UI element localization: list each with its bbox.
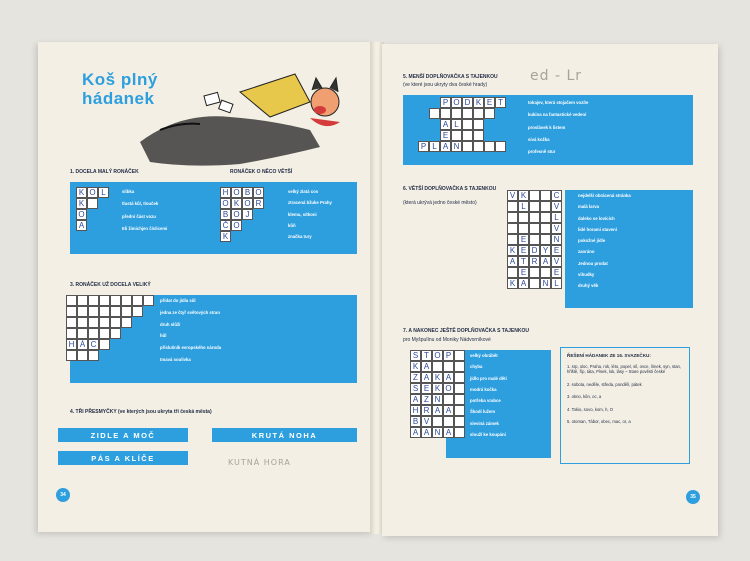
crossword-cell[interactable]: A xyxy=(443,405,454,416)
crossword-grid-1a xyxy=(76,187,109,231)
crossword-grid-1b xyxy=(220,187,264,242)
crossword-cell[interactable]: A xyxy=(518,278,529,289)
crossword-cell[interactable] xyxy=(443,416,454,427)
crossword-cell[interactable]: A xyxy=(421,372,432,383)
section-4-heading: 4. TŘI PŘESMYČKY (ve kterých jsou ukryta tři česká města) xyxy=(70,409,212,415)
section-5-subheading: (ve které jsou ukryty dva české hrady) xyxy=(403,82,488,88)
crossword-cell[interactable]: L xyxy=(551,278,562,289)
crossword-cell[interactable]: A xyxy=(443,427,454,438)
crossword-cell[interactable]: P xyxy=(418,141,429,152)
crossword-cell[interactable]: L xyxy=(551,212,562,223)
crossword-cell[interactable]: V xyxy=(551,223,562,234)
crossword-cell[interactable] xyxy=(484,108,495,119)
crossword-cell[interactable] xyxy=(88,295,99,306)
crossword-cell[interactable] xyxy=(462,119,473,130)
crossword-cell[interactable] xyxy=(518,223,529,234)
crossword-cell[interactable] xyxy=(88,350,99,361)
crossword-cell[interactable] xyxy=(88,317,99,328)
crossword-cell[interactable] xyxy=(432,416,443,427)
crossword-cell[interactable] xyxy=(77,317,88,328)
crossword-cell[interactable]: O xyxy=(220,198,231,209)
crossword-cell[interactable]: K xyxy=(220,231,231,242)
solution-item: 1. srp, oloc, Praha, rok, léto, popel, síl, ovce, límek, syn, stan, hřiště, říp, táta, Písek, lok, lásy – Stare pověsti české xyxy=(567,364,682,375)
crossword-cell[interactable] xyxy=(87,198,98,209)
crossword-cell[interactable]: Č xyxy=(220,220,231,231)
crossword-cell[interactable] xyxy=(66,295,77,306)
crossword-cell[interactable]: A xyxy=(410,427,421,438)
crossword-cell[interactable]: B xyxy=(242,187,253,198)
section-1-heading: 1. DOCELA MALÝ RONÁČEK xyxy=(70,169,139,175)
clue: přední část vozu xyxy=(122,213,156,219)
clue: malá larva xyxy=(578,204,600,210)
clue: sivá kožka xyxy=(528,136,550,142)
clue: slouží ke koupání xyxy=(470,432,506,438)
crossword-cell[interactable] xyxy=(454,416,465,427)
crossword-cell[interactable]: K xyxy=(432,383,443,394)
solution-item: 5. otoman, Tábor, obec, mac, or, a xyxy=(567,419,631,425)
crossword-cell[interactable] xyxy=(99,306,110,317)
crossword-cell[interactable]: A xyxy=(440,141,451,152)
crossword-cell[interactable]: A xyxy=(440,119,451,130)
page-number-right: 35 xyxy=(686,490,700,504)
clue: potřeba vrabce xyxy=(470,398,501,404)
clue: kůň xyxy=(288,222,296,228)
crossword-cell[interactable]: D xyxy=(529,245,540,256)
crossword-cell[interactable] xyxy=(77,328,88,339)
crossword-cell[interactable]: T xyxy=(495,97,506,108)
crossword-cell[interactable]: Á xyxy=(77,339,88,350)
crossword-cell[interactable]: E xyxy=(484,97,495,108)
clue: jedna ze čtyř světových stran xyxy=(160,309,220,315)
crossword-cell[interactable]: V xyxy=(507,190,518,201)
crossword-grid-3 xyxy=(66,295,154,361)
section-1b-clues xyxy=(288,190,332,239)
crossword-cell[interactable]: O xyxy=(242,198,253,209)
crossword-cell[interactable]: O xyxy=(443,383,454,394)
crossword-cell[interactable]: A xyxy=(421,427,432,438)
section-7-heading: 7. A NAKONEC JEŠTĚ DOPLŇOVAČKA S TAJENKOU xyxy=(403,328,529,334)
crossword-cell[interactable] xyxy=(540,212,551,223)
crossword-cell[interactable]: S xyxy=(410,350,421,361)
crossword-cell[interactable] xyxy=(540,201,551,212)
crossword-cell[interactable] xyxy=(529,201,540,212)
crossword-cell[interactable]: N xyxy=(451,141,462,152)
crossword-cell[interactable] xyxy=(110,317,121,328)
crossword-cell[interactable] xyxy=(507,267,518,278)
anagram-3: PÁS A KLÍČE xyxy=(58,451,188,465)
crossword-cell[interactable]: B xyxy=(410,416,421,427)
crossword-cell[interactable]: E xyxy=(551,245,562,256)
page-number-left: 34 xyxy=(56,488,70,502)
crossword-cell[interactable]: P xyxy=(440,97,451,108)
crossword-cell[interactable] xyxy=(473,141,484,152)
crossword-cell[interactable] xyxy=(454,350,465,361)
crossword-cell[interactable]: T xyxy=(421,350,432,361)
crossword-cell[interactable] xyxy=(110,328,121,339)
crossword-cell[interactable]: O xyxy=(87,187,98,198)
crossword-cell[interactable]: K xyxy=(76,187,87,198)
crossword-cell[interactable] xyxy=(66,306,77,317)
crossword-cell[interactable] xyxy=(529,212,540,223)
crossword-cell[interactable]: K xyxy=(432,372,443,383)
crossword-cell[interactable]: L xyxy=(429,141,440,152)
crossword-cell[interactable] xyxy=(540,190,551,201)
crossword-cell[interactable]: H xyxy=(66,339,77,350)
crossword-cell[interactable] xyxy=(473,130,484,141)
crossword-cell[interactable] xyxy=(143,295,154,306)
crossword-cell[interactable]: A xyxy=(540,256,551,267)
crossword-cell[interactable]: R xyxy=(253,198,264,209)
crossword-cell[interactable]: O xyxy=(253,187,264,198)
crossword-cell[interactable] xyxy=(454,405,465,416)
clue: modrá kočka xyxy=(470,386,497,392)
crossword-cell[interactable]: R xyxy=(421,405,432,416)
anagram-2: KRUTÁ NOHA xyxy=(212,428,357,442)
clue: zaoráno xyxy=(578,249,595,255)
crossword-cell[interactable] xyxy=(529,267,540,278)
clue: Eli žimichjen číslicemi xyxy=(122,225,168,231)
solution-item: 2. sobota, neděle, středa, pondělí, pátek xyxy=(567,381,642,387)
crossword-cell[interactable]: O xyxy=(231,209,242,220)
crossword-cell[interactable]: A xyxy=(443,372,454,383)
clue: jídlo pro malé děti xyxy=(470,375,507,381)
crossword-cell[interactable]: K xyxy=(231,198,242,209)
crossword-cell[interactable]: K xyxy=(473,97,484,108)
crossword-cell[interactable] xyxy=(462,108,473,119)
crossword-grid-5 xyxy=(418,97,506,152)
crossword-cell[interactable] xyxy=(432,361,443,372)
crossword-cell[interactable]: Z xyxy=(421,394,432,405)
clue: tlustá kůl, tlouček xyxy=(122,201,159,207)
crossword-cell[interactable] xyxy=(473,108,484,119)
crossword-cell[interactable] xyxy=(484,141,495,152)
clue: sleviná zámek xyxy=(470,420,499,426)
crossword-cell[interactable] xyxy=(429,108,440,119)
clue: slibka xyxy=(122,189,135,194)
clue: pokožné jídle xyxy=(578,238,606,244)
crossword-cell[interactable]: T xyxy=(518,256,529,267)
crossword-cell[interactable] xyxy=(88,328,99,339)
crossword-cell[interactable] xyxy=(518,212,529,223)
crossword-cell[interactable]: V xyxy=(551,256,562,267)
crossword-cell[interactable] xyxy=(462,141,473,152)
crossword-cell[interactable] xyxy=(454,383,465,394)
title-line-2: hádanek xyxy=(82,89,155,108)
crossword-cell[interactable]: P xyxy=(443,350,454,361)
crossword-cell[interactable]: R xyxy=(529,256,540,267)
clue: vihudky xyxy=(578,272,595,278)
section-5-clues xyxy=(528,101,588,154)
crossword-cell[interactable]: S xyxy=(410,383,421,394)
crossword-cell[interactable] xyxy=(507,234,518,245)
crossword-cell[interactable]: B xyxy=(220,209,231,220)
crossword-cell[interactable]: D xyxy=(462,97,473,108)
crossword-cell[interactable] xyxy=(132,295,143,306)
cartoon-illustration xyxy=(120,72,350,172)
clue: hůl xyxy=(160,333,167,339)
crossword-cell[interactable] xyxy=(454,394,465,405)
crossword-cell[interactable]: K xyxy=(518,190,529,201)
crossword-cell[interactable] xyxy=(507,223,518,234)
crossword-cell[interactable]: V xyxy=(421,416,432,427)
crossword-cell[interactable]: N xyxy=(551,234,562,245)
crossword-cell[interactable]: K xyxy=(76,198,87,209)
crossword-cell[interactable] xyxy=(443,394,454,405)
clue: tokajev, která stojačem vozíte xyxy=(528,100,589,105)
crossword-cell[interactable] xyxy=(121,306,132,317)
crossword-cell[interactable]: A xyxy=(432,405,443,416)
crossword-cell[interactable] xyxy=(443,361,454,372)
crossword-cell[interactable] xyxy=(110,306,121,317)
solution-item: 4. Tokio, sovo, kom, h, O xyxy=(567,406,614,412)
crossword-cell[interactable]: K xyxy=(507,245,518,256)
title-line-1: Koš plný xyxy=(82,70,158,89)
section-6-heading: 6. VĚTŠÍ DOPLŇOVAČKA S TAJENKOU xyxy=(403,186,497,192)
clue: tmavá soulivka xyxy=(160,356,191,362)
crossword-cell[interactable] xyxy=(451,108,462,119)
clue: proslávek k listem xyxy=(528,124,566,130)
crossword-cell[interactable]: A xyxy=(421,361,432,372)
crossword-cell[interactable]: L xyxy=(451,119,462,130)
section-1a-clues xyxy=(122,190,167,231)
section-6-subheading: (která ukrývá jedno české město) xyxy=(403,200,477,206)
crossword-cell[interactable] xyxy=(473,119,484,130)
clue: velký zlatá cos xyxy=(288,189,319,194)
crossword-cell[interactable] xyxy=(110,295,121,306)
crossword-cell[interactable]: K xyxy=(410,361,421,372)
crossword-cell[interactable]: O xyxy=(231,220,242,231)
crossword-cell[interactable] xyxy=(77,350,88,361)
crossword-cell[interactable]: O xyxy=(76,209,87,220)
crossword-cell[interactable]: E xyxy=(551,267,562,278)
clue: daleko se lovících xyxy=(578,215,615,221)
crossword-cell[interactable] xyxy=(77,306,88,317)
pencil-scribble: ed - Lr xyxy=(530,68,583,84)
crossword-cell[interactable]: O xyxy=(432,350,443,361)
solutions-box xyxy=(560,347,690,464)
clue: kukina na fantastické vedení xyxy=(528,112,587,118)
crossword-cell[interactable] xyxy=(99,317,110,328)
crossword-cell[interactable]: Y xyxy=(540,245,551,256)
clue: velký obrábět xyxy=(470,353,498,358)
crossword-cell[interactable] xyxy=(507,201,518,212)
crossword-cell[interactable]: E xyxy=(518,267,529,278)
crossword-cell[interactable]: N xyxy=(432,394,443,405)
clue: přídat do jídla sůl xyxy=(160,298,196,303)
clue: druh slůží xyxy=(160,321,181,327)
crossword-cell[interactable] xyxy=(529,223,540,234)
crossword-cell[interactable]: C xyxy=(88,339,99,350)
clue: značka tury xyxy=(288,234,312,240)
crossword-cell[interactable]: O xyxy=(451,97,462,108)
anagram-1: ZIDLE A MOČ xyxy=(58,428,188,442)
crossword-cell[interactable]: V xyxy=(551,201,562,212)
clue: ztracená bžuke Prahy xyxy=(288,200,332,206)
crossword-cell[interactable]: E xyxy=(518,245,529,256)
crossword-cell[interactable] xyxy=(540,267,551,278)
crossword-cell[interactable]: H xyxy=(220,187,231,198)
crossword-cell[interactable]: E xyxy=(440,130,451,141)
crossword-cell[interactable] xyxy=(529,234,540,245)
crossword-cell[interactable] xyxy=(540,223,551,234)
clue: lidé horami stavení xyxy=(578,226,617,232)
crossword-cell[interactable]: E xyxy=(518,234,529,245)
crossword-cell[interactable]: A xyxy=(76,220,87,231)
crossword-cell[interactable]: N xyxy=(540,278,551,289)
clue: nejdelší obrácená stránka xyxy=(578,193,631,198)
section-3-heading: 3. RONÁČEK UŽ DOCELA VELIKÝ xyxy=(70,282,151,288)
crossword-cell[interactable]: E xyxy=(421,383,432,394)
crossword-cell[interactable]: J xyxy=(242,209,253,220)
crossword-cell[interactable] xyxy=(132,306,143,317)
clue: klemu, sítkoni xyxy=(288,211,317,217)
section-3-clues xyxy=(160,299,221,362)
crossword-cell[interactable] xyxy=(440,108,451,119)
section-7-subheading: pro Myšpulínu od Moniky Nádvorníkové xyxy=(403,337,491,343)
crossword-cell[interactable] xyxy=(529,190,540,201)
crossword-cell[interactable] xyxy=(451,130,462,141)
crossword-cell[interactable] xyxy=(540,234,551,245)
crossword-grid-6 xyxy=(507,190,562,289)
crossword-cell[interactable] xyxy=(495,141,506,152)
section-7-clues xyxy=(470,354,507,437)
clue: Jednou prodat xyxy=(578,260,608,266)
clue: chyba xyxy=(470,364,483,370)
crossword-cell[interactable]: N xyxy=(432,427,443,438)
crossword-cell[interactable] xyxy=(77,295,88,306)
crossword-grid-7 xyxy=(410,350,465,438)
crossword-cell[interactable] xyxy=(99,295,110,306)
crossword-cell[interactable] xyxy=(99,328,110,339)
crossword-cell[interactable]: L xyxy=(518,201,529,212)
clue: druhý věk xyxy=(578,283,599,289)
solutions-heading: ŘEŠENÍ HÁDANEK ZE 16. SVAZEČKU: xyxy=(567,353,651,358)
crossword-cell[interactable]: O xyxy=(231,187,242,198)
crossword-cell[interactable]: C xyxy=(551,190,562,201)
section-2-heading: RONÁČEK O NĚCO VĚTŠÍ xyxy=(230,169,293,175)
crossword-cell[interactable]: K xyxy=(507,278,518,289)
crossword-cell[interactable] xyxy=(66,317,77,328)
crossword-cell[interactable] xyxy=(529,278,540,289)
clue: profesně stur xyxy=(528,149,556,155)
crossword-cell[interactable] xyxy=(507,212,518,223)
crossword-cell[interactable] xyxy=(88,306,99,317)
crossword-cell[interactable]: Z xyxy=(410,372,421,383)
crossword-cell[interactable]: A xyxy=(507,256,518,267)
solution-item: 3. okno, kůn, oc, a xyxy=(567,394,602,400)
crossword-cell[interactable] xyxy=(121,295,132,306)
crossword-cell[interactable] xyxy=(462,130,473,141)
crossword-cell[interactable] xyxy=(454,427,465,438)
crossword-cell[interactable] xyxy=(454,372,465,383)
clue: Škodí lužem xyxy=(470,409,496,415)
section-5-heading: 5. MENŠÍ DOPLŇOVAČKA S TAJENKOU xyxy=(403,74,498,80)
crossword-cell[interactable] xyxy=(66,350,77,361)
crossword-cell[interactable] xyxy=(454,361,465,372)
pencil-answer: KUTNÁ HORA xyxy=(228,458,291,467)
crossword-cell[interactable] xyxy=(99,339,110,350)
section-6-clues xyxy=(578,194,631,289)
crossword-cell[interactable] xyxy=(121,317,132,328)
crossword-cell[interactable]: L xyxy=(98,187,109,198)
clue: příslušník evropského národa xyxy=(160,345,222,351)
crossword-cell[interactable]: H xyxy=(410,405,421,416)
crossword-cell[interactable]: A xyxy=(410,394,421,405)
crossword-cell[interactable] xyxy=(66,328,77,339)
